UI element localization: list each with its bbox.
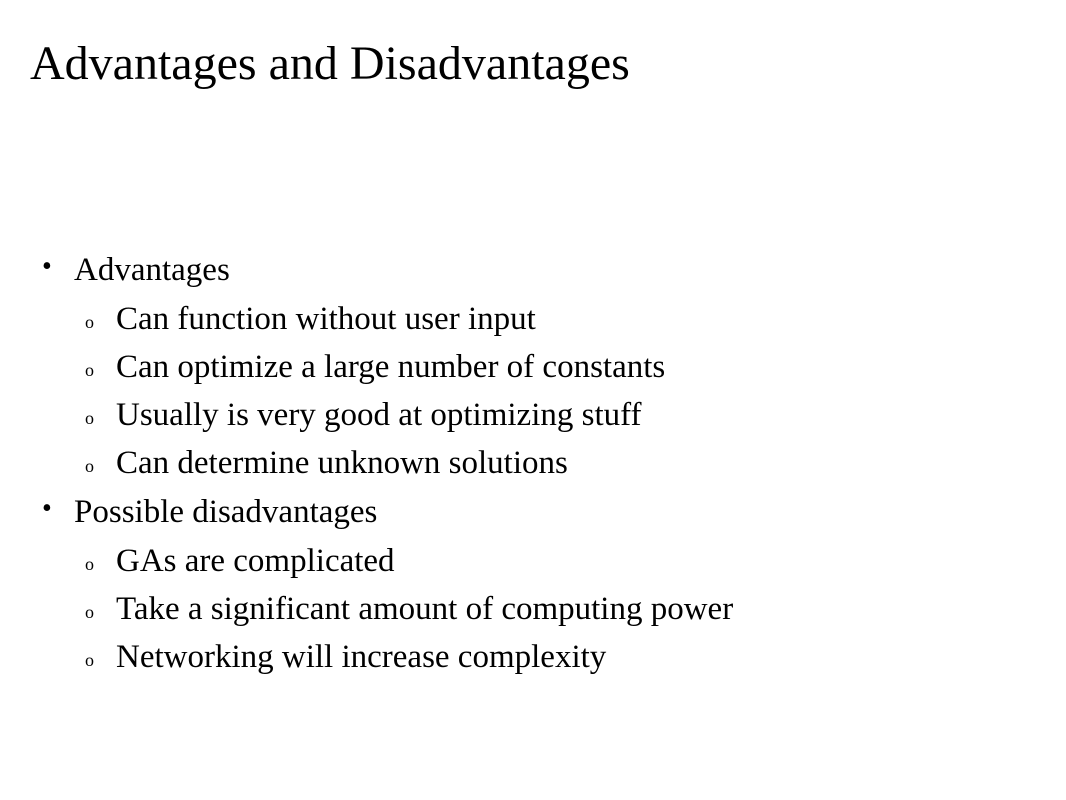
circle-bullet-icon: o [85, 408, 94, 428]
section-heading: Advantages [74, 252, 230, 288]
circle-bullet-icon: o [85, 312, 94, 332]
list-item [40, 585, 1040, 633]
circle-bullet-icon: o [85, 602, 94, 622]
circle-bullet-icon: o [85, 554, 94, 574]
bullet-dot-icon: • [42, 493, 52, 524]
section-disadvantages [40, 487, 1040, 537]
circle-bullet-icon: o [85, 456, 94, 476]
slide-title: Advantages and Disadvantages [30, 37, 630, 90]
list-item-text: Networking will increase complexity [116, 639, 607, 675]
circle-bullet-icon: o [85, 360, 94, 380]
disadvantages-list [40, 537, 1040, 681]
list-item [40, 295, 1040, 343]
section-advantages [40, 245, 1040, 295]
circle-bullet-icon: o [85, 650, 94, 670]
list-item [40, 633, 1040, 681]
list-item-text: Can determine unknown solutions [116, 445, 568, 481]
list-item [40, 343, 1040, 391]
list-item [40, 391, 1040, 439]
list-item [40, 439, 1040, 487]
list-item-text: Can optimize a large number of constants [116, 349, 666, 385]
list-item [40, 537, 1040, 585]
list-item-text: Can function without user input [116, 301, 536, 337]
list-item-text: Take a significant amount of computing power [116, 591, 734, 627]
bullet-list [40, 245, 1040, 681]
bullet-dot-icon: • [42, 251, 52, 282]
section-heading: Possible disadvantages [74, 494, 378, 530]
advantages-list [40, 295, 1040, 487]
list-item-text: Usually is very good at optimizing stuff [116, 397, 642, 433]
list-item-text: GAs are complicated [116, 543, 395, 579]
